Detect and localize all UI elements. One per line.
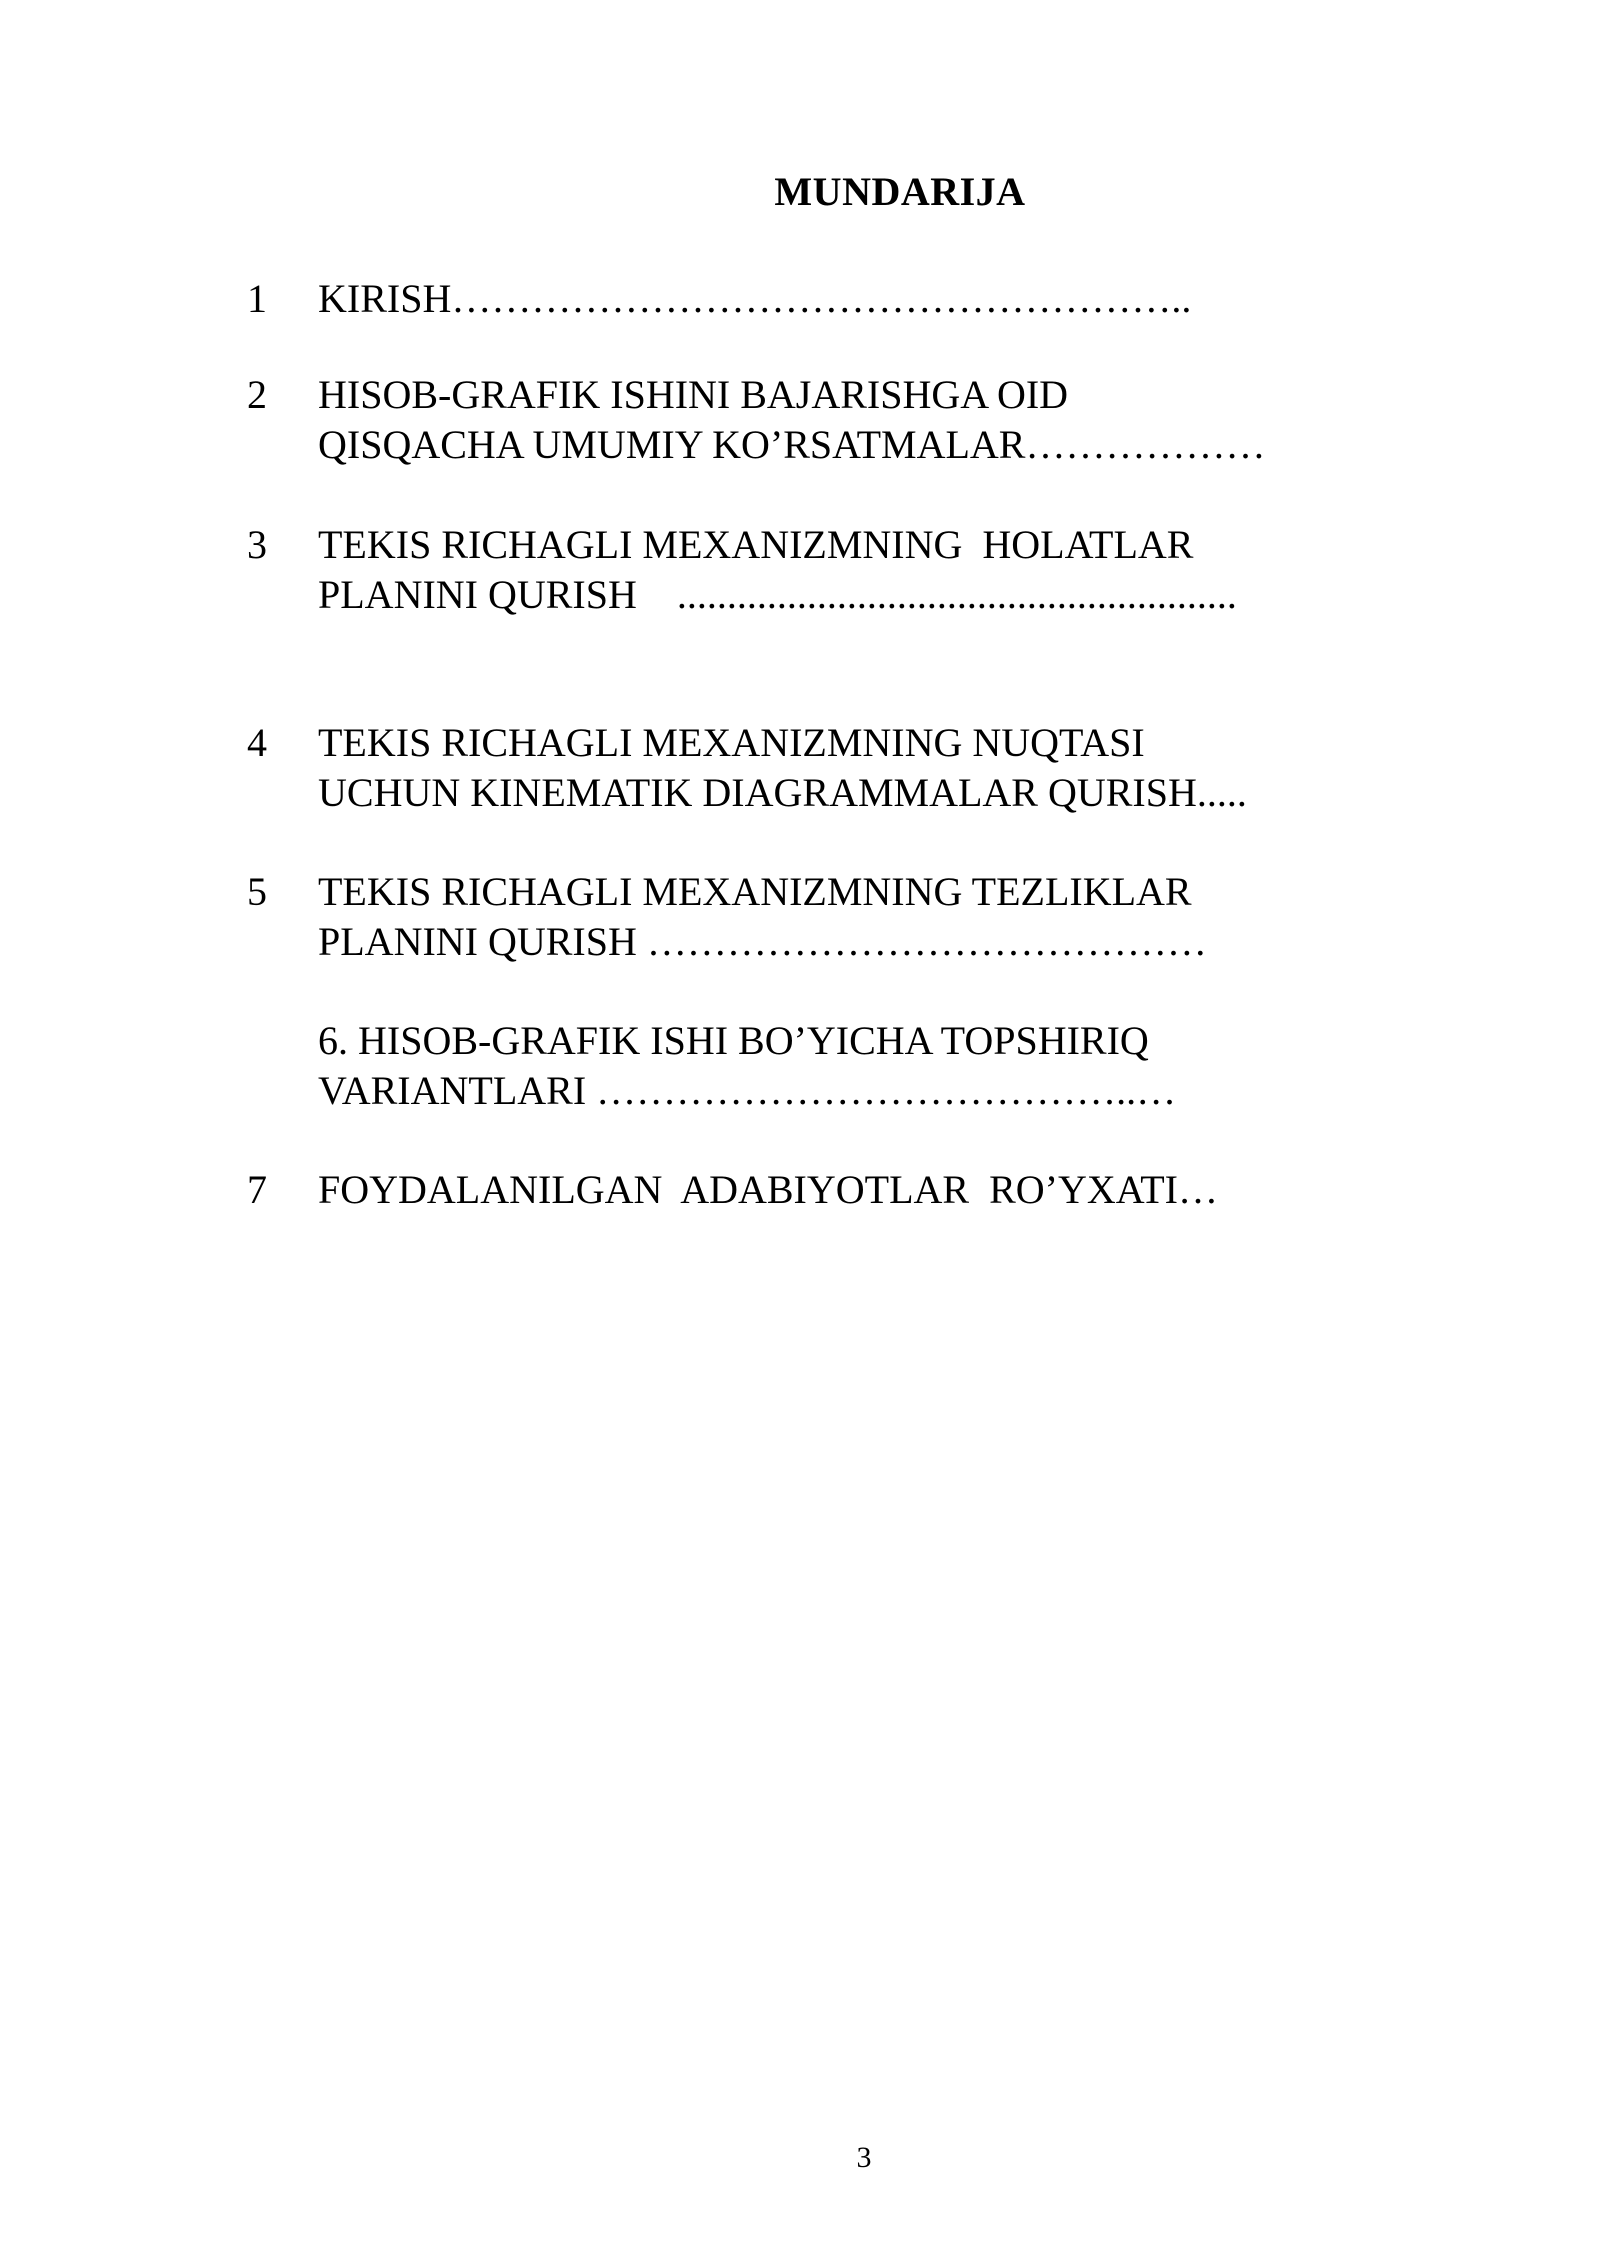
- toc-entry-number: 4: [247, 720, 267, 765]
- toc-entry-line: TEKIS RICHAGLI MEXANIZMNING NUQTASI: [318, 720, 1145, 765]
- toc-entry-line: HISOB-GRAFIK ISHINI BAJARISHGA OID: [318, 372, 1069, 417]
- toc-entry-number: 1: [247, 276, 267, 321]
- page-title: MUNDARIJA: [774, 169, 1026, 214]
- toc-entry-line: TEKIS RICHAGLI MEXANIZMNING TEZLIKLAR: [318, 869, 1192, 914]
- toc-entry-line: FOYDALANILGAN ADABIYOTLAR RO’YXATI…: [318, 1167, 1218, 1212]
- toc-entry-text: [318, 718, 1247, 818]
- toc-entry-number: 3: [247, 522, 267, 567]
- toc-entry-line: PLANINI QURISH ……………………………………: [318, 919, 1207, 964]
- toc-entry-line: VARIANTLARI …………………………………..…: [318, 1068, 1177, 1113]
- toc-entry-number: 2: [247, 372, 267, 417]
- toc-entry-line: 6. HISOB-GRAFIK ISHI BO’YICHA TOPSHIRIQ: [318, 1018, 1149, 1063]
- toc-entry-line: TEKIS RICHAGLI MEXANIZMNING HOLATLAR: [318, 522, 1194, 567]
- toc-entry-text: [318, 867, 1207, 967]
- toc-entry-line: PLANINI QURISH ........................................................: [318, 572, 1237, 617]
- toc-entry-text: [318, 274, 1191, 324]
- toc-entry-number: 7: [247, 1167, 267, 1212]
- page-number: 3: [856, 2141, 872, 2174]
- toc-entry-text: [318, 1016, 1176, 1116]
- toc-entry-text: [318, 520, 1237, 620]
- toc-entry-text: [318, 370, 1265, 470]
- toc-entry-line: UCHUN KINEMATIK DIAGRAMMALAR QURISH.....: [318, 770, 1247, 815]
- toc-entry-line: KIRISH………………………………………………..: [318, 276, 1192, 321]
- toc-entry-line: QISQACHA UMUMIY KO’RSATMALAR………………: [318, 422, 1266, 467]
- toc-entry-text: [318, 1165, 1218, 1215]
- toc-entry-number: 5: [247, 869, 267, 914]
